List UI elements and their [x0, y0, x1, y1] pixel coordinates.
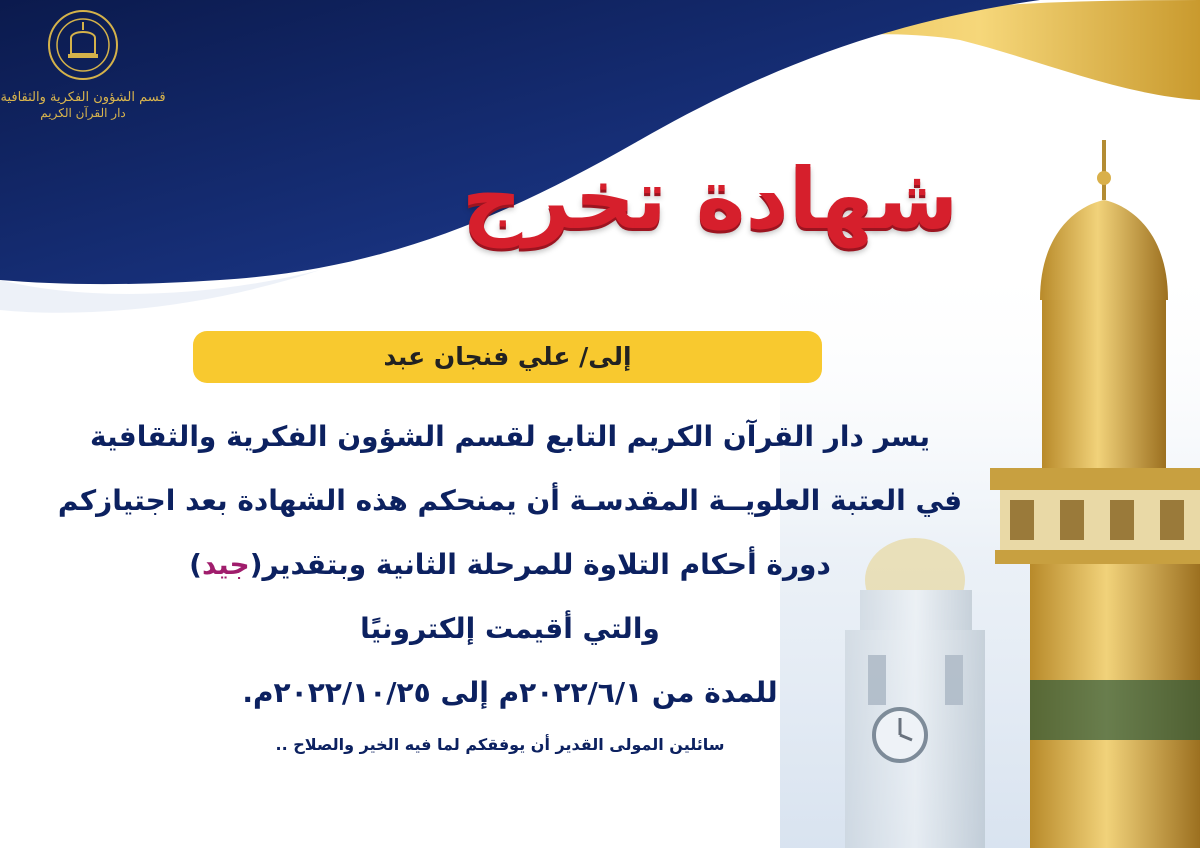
course-text: دورة أحكام التلاوة للمرحلة الثانية وبتقدير( [249, 548, 831, 581]
grade-value: جيد [201, 548, 250, 581]
shrine-seal-icon [46, 8, 120, 82]
recipient-bar: إلى/ علي فنجان عبد [193, 331, 822, 383]
emblem-dept-line: قسم الشؤون الفكرية والثقافية [0, 90, 166, 105]
closing-prayer: سائلين المولى القدير أن يوفقكم لما فيه الخير والصلاح .. [275, 735, 725, 754]
course-text-end: ) [189, 548, 202, 581]
body-line-2: في العتبة العلويــة المقدسـة أن يمنحكم هذه الشهادة بعد اجتيازكم [57, 484, 963, 517]
body-line-1: يسر دار القرآن الكريم التابع لقسم الشؤون الفكرية والثقافية [89, 420, 931, 453]
certificate-body [40, 405, 980, 725]
body-line-5: للمدة من ٢٠٢٢/٦/١م إلى ٢٠٢٢/١٠/٢٥م. [242, 676, 778, 709]
certificate-title: شهادة تخرج [461, 150, 959, 248]
institution-emblem [0, 8, 166, 168]
emblem-house-line: دار القرآن الكريم [40, 106, 126, 121]
body-line-4: والتي أقيمت إلكترونيًا [360, 612, 660, 645]
body-line-3 [40, 533, 980, 597]
